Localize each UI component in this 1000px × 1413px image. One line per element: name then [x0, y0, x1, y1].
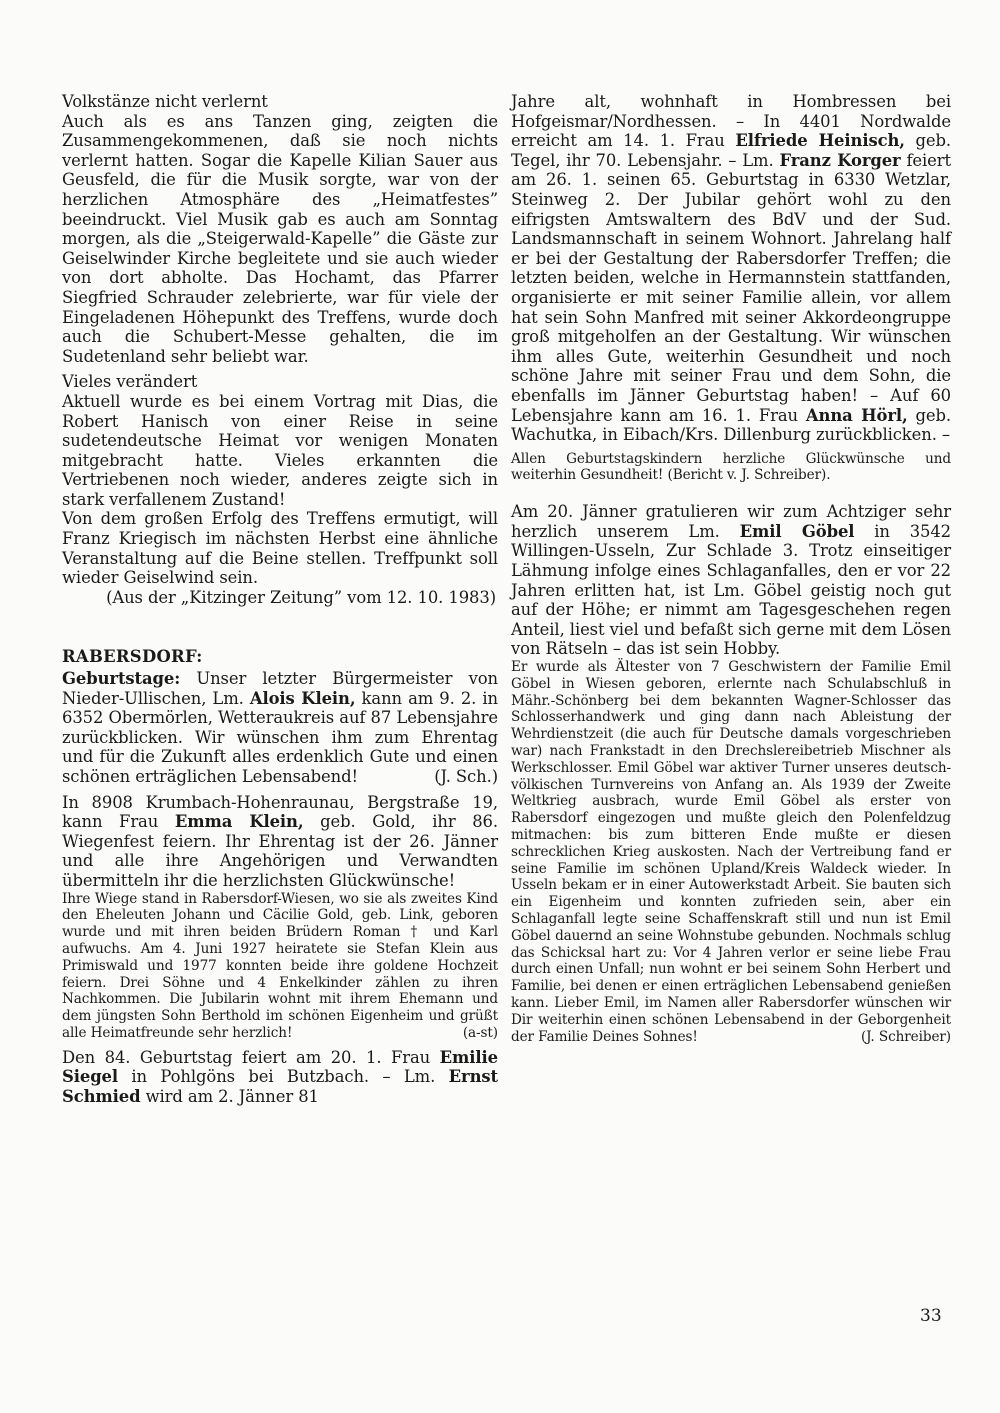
- text: geb. Tegel, ihr 70. Lebensjahr. – Lm.: [511, 131, 951, 170]
- paragraph: Von dem großen Erfolg des Treffens ermutigt, will Franz Kriegisch im nächsten Herbst eine ähnliche Veranstaltung auf die Beine stellen. Treffpunkt soll wieder Geiselwind sein.: [62, 509, 498, 588]
- text: Den 84. Geburtstag feiert am 20. 1. Frau: [62, 1047, 440, 1067]
- paragraph: Aktuell wurde es bei einem Vortrag mit Dias, die Robert Hanisch von einer Reise in seine sudetendeutsche Heimat vor wenigen Monaten mitgebracht hatte. Vieles erkannten die Vertriebenen noch wieder, anderes zeigte sich in stark verfallenem Zustand!: [62, 391, 498, 509]
- page-number: 33: [920, 1306, 942, 1326]
- text: Jahre alt, wohnhaft in Hombressen bei Hofgeismar/Nordhessen. – In 4401 Nordwalde erreicht am 14. 1. Frau: [511, 92, 951, 151]
- source-citation: (Aus der „Kitzinger Zeitung” vom 12. 10. 1983): [106, 587, 496, 607]
- birthdays-label: Geburtstage:: [62, 669, 181, 689]
- author-signoff: (J. Sch.): [434, 767, 498, 786]
- right-column: [511, 92, 951, 1045]
- text: geb. Gold, ihr 86. Wiegenfest feiern. Ihr Ehrentag ist der 26. Jänner und alle ihre Angehörigen und Verwandten übermitteln ihr die herzlichsten Glückwünsche!: [62, 812, 498, 890]
- text: Er wurde als Ältester von 7 Geschwistern der Familie Emil Göbel in Wiesen geboren, erlernte nach Schulabschluß in Mähr.-Schönberg bei dem bekannten Wagner-Schlosser das Schlosserhandwerk und ging dann nach Ableistung der Wehrdienstzeit (die auch für Deutsche damals vorgeschrieben war) nach Frankstadt in den Drechslereibetrieb Mischner als Werkschlosser. Emil Göbel war aktiver Turner unseres deutsch-völkischen Turnvereins von Anfang an. Als 1939 der Zweite Weltkrieg ausbrach, wurde Emil Göbel als erster von Rabersdorf eingezogen und mußte gleich den Polenfeldzug mitmachen: bis zum bitteren Ende mußte er diesen schrecklichen Krieg auskosten. Nach der Vertreibung fand er seine Familie im schönen Upland/Kreis Waldeck wieder. In Usseln bekam er in einer Autowerkstadt Arbeit. Sie bauten sich ein Eigenheim und konnten zufrieden sein, aber ein Schlaganfall legte seine Schaffenskraft still und nun ist Emil Göbel dauernd an seine Wohnstube gebunden. Nochmals schlug das Schicksal hart zu: Vor 4 Jahren verlor er seine liebe Frau durch einen Unfall; nun wohnt er bei seinem Sohn Herbert und Familie, bei denen er einen erträglichen Lebensabend genießen kann. Lieber Emil, im Namen aller Rabersdorfer wünschen wir Dir weiterhin einen schönen Lebensabend in der Geborgenheit der Familie Deines Sohnes!: [511, 659, 951, 1045]
- text: geb. Wachutka, in Eibach/Krs. Dillenburg zurückblicken. –: [511, 405, 951, 445]
- person-name: Franz Korger: [779, 150, 901, 170]
- text: wird am 2. Jänner 81: [140, 1086, 319, 1106]
- text: in Pohlgöns bei Butzbach. – Lm.: [118, 1067, 449, 1087]
- birthday-paragraph: [62, 793, 498, 891]
- biography-paragraph: [62, 891, 498, 1042]
- paragraph: Auch als es ans Tanzen ging, zeigten die Zusammengekommenen, daß sie noch nichts verlernt hatten. Sogar die Kapelle Kilian Sauer aus Geusfeld, die für die Musik sorgte, war von der herzlichen Atmosphäre des „Heimatfestes” beeindruckt. Viel Musik gab es auch am Sonntag morgen, als die „Steigerwald-Kapelle” die Gäste zur Geiselwinder Kirche begleitete und sie auch wieder von dort abholte. Das Hochamt, das Pfarrer Siegfried Schrauder zelebrierte, war für viele der Eingeladenen Höhepunkt des Treffens, wurde doch auch die Schubert-Messe gehalten, die im Sudetenland sehr beliebt war.: [62, 111, 498, 366]
- person-name: Alois Klein,: [249, 688, 356, 708]
- subheading-volkstaenze: Volkstänze nicht verlernt: [62, 92, 268, 111]
- birthday-paragraph: [511, 502, 951, 659]
- text: in 3542 Willingen-Usseln, Zur Schlade 3. Trotz einseitiger Lähmung infolge eines Schlaganfalles, den er vor 22 Jahren erlitten hat, ist Lm. Göbel geistig noch gut auf der Höhe; er nimmt am Tagesgeschehen regen Anteil, liest viel und befaßt sich gerne mit dem Lösen von Rätseln – das ist sein Hobby.: [511, 521, 952, 659]
- birthday-paragraph: [62, 1048, 498, 1107]
- biography-paragraph: [511, 659, 951, 1045]
- text: feiert am 26. 1. seinen 65. Geburtstag in 6330 Wetzlar, Steinweg 2. Der Jubilar gehört wohl zu den eifrigsten Amtswaltern des BdV und der Sud. Landsmannschaft in seinem Wohnort. Jahrelang half er bei der Gestaltung der Rabersdorfer Treffen; die letzten beiden, welche in Hermannstein stattfanden, organisierte er mit seiner Familie allein, vor allem hat sein Sohn Manfred mit seiner Akkordeongruppe groß mitgeholfen an der Gestaltung. Wir wünschen ihm alles Gute, weiterhin Gesundheit und noch schöne Jahre mit seiner Frau und dem Sohn, die ebenfalls im Jänner Geburtstag haben! – Auf 60 Lebensjahre kann am 16. 1. Frau: [511, 150, 951, 425]
- birthday-paragraph: [511, 92, 951, 445]
- text: Unser letzter Bürgermeister von Nieder-Ullischen, Lm.: [62, 669, 498, 708]
- left-column: [62, 92, 498, 1107]
- text: In 8908 Krumbach-Hohenraunau, Bergstraße 19, kann Frau: [62, 792, 498, 832]
- greeting-paragraph: Allen Geburtstagskindern herzliche Glückwünsche und weiterhin Gesundheit! (Bericht v. J. Schreiber).: [511, 450, 951, 484]
- person-name: Emma Klein,: [174, 812, 304, 832]
- text: Am 20. Jänner gratulieren wir zum Achtziger sehr herzlich unserem Lm.: [511, 502, 951, 541]
- subheading-vieles-veraendert: Vieles verändert: [62, 372, 198, 392]
- person-name: Anna Hörl,: [805, 405, 908, 425]
- birthday-paragraph: [62, 669, 498, 787]
- person-name: Emil Göbel: [739, 521, 855, 541]
- person-name: Ernst Schmied: [62, 1067, 498, 1106]
- author-signoff: (a-st): [462, 1024, 498, 1041]
- text: Ihre Wiege stand in Rabersdorf-Wiesen, wo sie als zweites Kind den Eheleuten Johann und Cäcilie Gold, geb. Link, geboren wurde und mit ihren beiden Brüdern Roman † und Karl aufwuchs. Am 4. Juni 1927 heiratete sie Stefan Klein aus Primiswald und 1977 konnten beide ihre goldene Hochzeit feiern. Drei Söhne und 4 Enkelkinder zählen zu ihren Nachkommen. Die Jubilarin wohnt mit ihrem Ehemann und dem jüngsten Sohn Berthold im schönen Eigenheim und grüßt alle Heimatfreunde sehr herzlich!: [62, 890, 498, 1041]
- author-signoff: (J. Schreiber): [860, 1028, 951, 1045]
- section-heading-rabersdorf: RABERSDORF:: [62, 647, 203, 667]
- person-name: Elfriede Heinisch,: [735, 131, 905, 151]
- text: kann am 9. 2. in 6352 Obermörlen, Wetteraukreis auf 87 Lebensjahre zurückblicken. Wir wünschen ihm zum Ehrentag und für die Zukunft alles erdenklich Gute und einen schönen erträglichen Lebensabend!: [62, 688, 498, 786]
- person-name: Emilie Siegel: [62, 1047, 498, 1087]
